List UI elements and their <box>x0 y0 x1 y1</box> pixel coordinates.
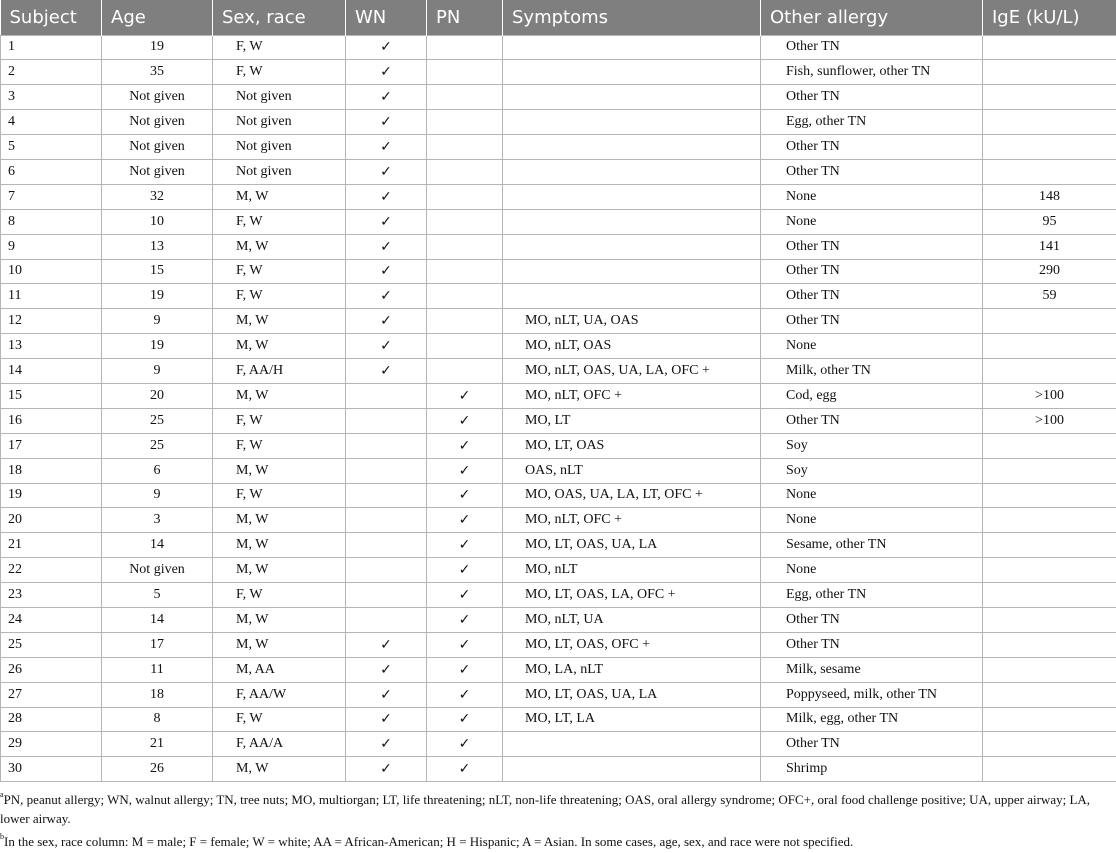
footnote-b-text: In the sex, race column: M = male; F = female; W = white; AA = African-American; H = Hispanic; A = Asian. In some cases, age, sex, and race were not specified. <box>4 834 854 849</box>
cell-symptoms <box>503 284 761 309</box>
cell-wn-check: ✓ <box>346 85 427 110</box>
cell-symptoms <box>503 732 761 757</box>
cell-sex-race: F, W <box>213 433 346 458</box>
cell-sex-race: F, W <box>213 209 346 234</box>
cell-other-allergy: None <box>761 508 983 533</box>
cell-ige <box>983 85 1116 110</box>
cell-pn-check <box>427 209 503 234</box>
cell-symptoms: MO, LT <box>503 408 761 433</box>
cell-age: 25 <box>102 408 213 433</box>
cell-symptoms <box>503 259 761 284</box>
cell-sex-race: F, W <box>213 408 346 433</box>
cell-symptoms: MO, nLT, UA, OAS <box>503 309 761 334</box>
cell-age: Not given <box>102 110 213 135</box>
table-row <box>1 383 1116 408</box>
cell-ige <box>983 35 1116 60</box>
cell-age: 6 <box>102 458 213 483</box>
cell-subject: 26 <box>1 657 102 682</box>
table-row <box>1 632 1116 657</box>
cell-age: 32 <box>102 184 213 209</box>
cell-symptoms: MO, nLT <box>503 558 761 583</box>
cell-subject: 15 <box>1 383 102 408</box>
cell-wn-check <box>346 558 427 583</box>
cell-subject: 24 <box>1 607 102 632</box>
table-row <box>1 558 1116 583</box>
cell-symptoms: MO, nLT, OAS <box>503 334 761 359</box>
cell-other-allergy: Other TN <box>761 284 983 309</box>
cell-pn-check <box>427 334 503 359</box>
cell-pn-check: ✓ <box>427 458 503 483</box>
cell-symptoms <box>503 234 761 259</box>
cell-wn-check: ✓ <box>346 184 427 209</box>
cell-age: 9 <box>102 309 213 334</box>
cell-sex-race: M, W <box>213 757 346 782</box>
cell-symptoms: MO, LT, OAS, LA, OFC + <box>503 583 761 608</box>
cell-wn-check: ✓ <box>346 284 427 309</box>
cell-sex-race: M, W <box>213 533 346 558</box>
cell-symptoms: MO, LT, LA <box>503 707 761 732</box>
table-row <box>1 508 1116 533</box>
cell-other-allergy: Other TN <box>761 85 983 110</box>
cell-other-allergy: Other TN <box>761 159 983 184</box>
cell-ige <box>983 309 1116 334</box>
cell-other-allergy: None <box>761 209 983 234</box>
cell-symptoms <box>503 35 761 60</box>
cell-age: 8 <box>102 707 213 732</box>
cell-sex-race: M, W <box>213 607 346 632</box>
header-subject: Subject <box>1 0 102 35</box>
cell-pn-check: ✓ <box>427 483 503 508</box>
cell-pn-check <box>427 60 503 85</box>
cell-other-allergy: Other TN <box>761 234 983 259</box>
cell-wn-check <box>346 383 427 408</box>
cell-pn-check <box>427 35 503 60</box>
cell-wn-check <box>346 607 427 632</box>
cell-pn-check: ✓ <box>427 732 503 757</box>
cell-pn-check <box>427 184 503 209</box>
header-pn: PN <box>427 0 503 35</box>
cell-pn-check: ✓ <box>427 558 503 583</box>
cell-wn-check: ✓ <box>346 35 427 60</box>
cell-ige <box>983 682 1116 707</box>
cell-symptoms <box>503 184 761 209</box>
cell-pn-check: ✓ <box>427 408 503 433</box>
cell-subject: 29 <box>1 732 102 757</box>
cell-wn-check <box>346 533 427 558</box>
cell-sex-race: F, W <box>213 35 346 60</box>
cell-symptoms: MO, nLT, UA <box>503 607 761 632</box>
cell-subject: 4 <box>1 110 102 135</box>
cell-other-allergy: None <box>761 334 983 359</box>
cell-sex-race: M, W <box>213 383 346 408</box>
cell-age: 35 <box>102 60 213 85</box>
table-row <box>1 234 1116 259</box>
cell-other-allergy: Other TN <box>761 408 983 433</box>
cell-wn-check: ✓ <box>346 757 427 782</box>
cell-ige <box>983 732 1116 757</box>
cell-other-allergy: Egg, other TN <box>761 583 983 608</box>
table-row <box>1 707 1116 732</box>
cell-wn-check <box>346 433 427 458</box>
cell-age: Not given <box>102 85 213 110</box>
footnote-b-mark: b <box>0 832 4 841</box>
cell-other-allergy: Other TN <box>761 632 983 657</box>
table-row <box>1 309 1116 334</box>
cell-subject: 27 <box>1 682 102 707</box>
cell-ige <box>983 508 1116 533</box>
cell-subject: 6 <box>1 159 102 184</box>
cell-ige <box>983 757 1116 782</box>
cell-wn-check: ✓ <box>346 732 427 757</box>
cell-age: 20 <box>102 383 213 408</box>
cell-subject: 9 <box>1 234 102 259</box>
table-row <box>1 159 1116 184</box>
cell-other-allergy: Shrimp <box>761 757 983 782</box>
cell-ige <box>983 110 1116 135</box>
cell-ige <box>983 558 1116 583</box>
cell-wn-check: ✓ <box>346 259 427 284</box>
cell-sex-race: F, W <box>213 284 346 309</box>
cell-ige: 59 <box>983 284 1116 309</box>
cell-subject: 16 <box>1 408 102 433</box>
table-row <box>1 110 1116 135</box>
cell-subject: 30 <box>1 757 102 782</box>
cell-age: 9 <box>102 483 213 508</box>
cell-age: 21 <box>102 732 213 757</box>
footnote-a <box>0 790 1116 828</box>
table-row <box>1 284 1116 309</box>
cell-age: 3 <box>102 508 213 533</box>
cell-age: 10 <box>102 209 213 234</box>
cell-subject: 13 <box>1 334 102 359</box>
cell-other-allergy: Other TN <box>761 309 983 334</box>
cell-ige: 141 <box>983 234 1116 259</box>
cell-pn-check <box>427 110 503 135</box>
cell-symptoms: MO, nLT, OFC + <box>503 383 761 408</box>
cell-pn-check: ✓ <box>427 657 503 682</box>
cell-subject: 12 <box>1 309 102 334</box>
cell-sex-race: Not given <box>213 110 346 135</box>
cell-pn-check <box>427 85 503 110</box>
cell-ige <box>983 334 1116 359</box>
cell-sex-race: F, W <box>213 483 346 508</box>
cell-sex-race: F, AA/H <box>213 359 346 384</box>
footnote-a-mark: a <box>0 790 4 799</box>
cell-ige <box>983 707 1116 732</box>
cell-subject: 18 <box>1 458 102 483</box>
cell-pn-check: ✓ <box>427 707 503 732</box>
table-row <box>1 433 1116 458</box>
cell-other-allergy: Other TN <box>761 607 983 632</box>
cell-ige: >100 <box>983 383 1116 408</box>
table-row <box>1 483 1116 508</box>
cell-wn-check <box>346 483 427 508</box>
footnote-a-text: PN, peanut allergy; WN, walnut allergy; TN, tree nuts; MO, multiorgan; LT, life threatening; nLT, non-life threatening; OAS, oral allergy syndrome; OFC+, oral food challenge positive; UA, upper airway; LA, lower airway. <box>0 792 1091 826</box>
cell-other-allergy: Sesame, other TN <box>761 533 983 558</box>
table-row <box>1 135 1116 160</box>
cell-pn-check <box>427 135 503 160</box>
cell-wn-check: ✓ <box>346 234 427 259</box>
cell-other-allergy: None <box>761 483 983 508</box>
table-row <box>1 259 1116 284</box>
cell-ige: 290 <box>983 259 1116 284</box>
cell-other-allergy: Other TN <box>761 732 983 757</box>
cell-sex-race: F, W <box>213 707 346 732</box>
cell-other-allergy: None <box>761 184 983 209</box>
cell-subject: 23 <box>1 583 102 608</box>
cell-pn-check: ✓ <box>427 632 503 657</box>
cell-symptoms <box>503 110 761 135</box>
table-row <box>1 607 1116 632</box>
cell-other-allergy: Fish, sunflower, other TN <box>761 60 983 85</box>
table-row <box>1 359 1116 384</box>
cell-symptoms: OAS, nLT <box>503 458 761 483</box>
table-header <box>1 0 1116 35</box>
cell-pn-check <box>427 159 503 184</box>
table-footnotes <box>0 790 1116 851</box>
cell-symptoms: MO, OAS, UA, LA, LT, OFC + <box>503 483 761 508</box>
cell-age: 19 <box>102 284 213 309</box>
cell-sex-race: M, W <box>213 309 346 334</box>
cell-pn-check: ✓ <box>427 508 503 533</box>
cell-ige: >100 <box>983 408 1116 433</box>
table-row <box>1 458 1116 483</box>
cell-pn-check <box>427 309 503 334</box>
cell-subject: 3 <box>1 85 102 110</box>
cell-sex-race: F, W <box>213 583 346 608</box>
cell-wn-check: ✓ <box>346 60 427 85</box>
header-other-allergy: Other allergy <box>761 0 983 35</box>
cell-sex-race: F, AA/A <box>213 732 346 757</box>
cell-symptoms <box>503 135 761 160</box>
cell-wn-check <box>346 508 427 533</box>
table-row <box>1 209 1116 234</box>
cell-sex-race: M, W <box>213 234 346 259</box>
cell-ige <box>983 483 1116 508</box>
cell-ige <box>983 657 1116 682</box>
cell-subject: 8 <box>1 209 102 234</box>
cell-ige <box>983 458 1116 483</box>
cell-other-allergy: Egg, other TN <box>761 110 983 135</box>
cell-ige <box>983 135 1116 160</box>
cell-wn-check: ✓ <box>346 110 427 135</box>
cell-age: 19 <box>102 35 213 60</box>
cell-wn-check: ✓ <box>346 359 427 384</box>
cell-pn-check <box>427 359 503 384</box>
cell-age: 25 <box>102 433 213 458</box>
header-ige: IgE (kU/L) <box>983 0 1116 35</box>
cell-ige <box>983 632 1116 657</box>
cell-age: 14 <box>102 607 213 632</box>
cell-age: 17 <box>102 632 213 657</box>
cell-pn-check <box>427 284 503 309</box>
table-row <box>1 533 1116 558</box>
cell-other-allergy: Milk, other TN <box>761 359 983 384</box>
cell-subject: 28 <box>1 707 102 732</box>
cell-wn-check: ✓ <box>346 657 427 682</box>
cell-subject: 11 <box>1 284 102 309</box>
table-body <box>1 35 1116 782</box>
cell-wn-check <box>346 583 427 608</box>
cell-symptoms: MO, nLT, OAS, UA, LA, OFC + <box>503 359 761 384</box>
cell-pn-check: ✓ <box>427 757 503 782</box>
header-wn: WN <box>346 0 427 35</box>
cell-ige <box>983 359 1116 384</box>
cell-symptoms <box>503 757 761 782</box>
cell-age: 15 <box>102 259 213 284</box>
cell-subject: 2 <box>1 60 102 85</box>
table-row <box>1 35 1116 60</box>
cell-wn-check: ✓ <box>346 707 427 732</box>
cell-subject: 1 <box>1 35 102 60</box>
table-row <box>1 85 1116 110</box>
cell-subject: 25 <box>1 632 102 657</box>
cell-ige <box>983 60 1116 85</box>
cell-other-allergy: Milk, sesame <box>761 657 983 682</box>
cell-age: 18 <box>102 682 213 707</box>
header-symptoms: Symptoms <box>503 0 761 35</box>
cell-symptoms: MO, nLT, OFC + <box>503 508 761 533</box>
cell-subject: 17 <box>1 433 102 458</box>
cell-age: Not given <box>102 159 213 184</box>
cell-symptoms <box>503 159 761 184</box>
cell-symptoms <box>503 60 761 85</box>
cell-symptoms: MO, LT, OAS, OFC + <box>503 632 761 657</box>
cell-symptoms: MO, LT, OAS, UA, LA <box>503 682 761 707</box>
cell-other-allergy: Soy <box>761 458 983 483</box>
cell-sex-race: M, AA <box>213 657 346 682</box>
table-row <box>1 408 1116 433</box>
cell-wn-check <box>346 458 427 483</box>
cell-pn-check: ✓ <box>427 383 503 408</box>
header-sex-race: Sex, race <box>213 0 346 35</box>
header-age: Age <box>102 0 213 35</box>
cell-age: 19 <box>102 334 213 359</box>
cell-subject: 7 <box>1 184 102 209</box>
cell-age: Not given <box>102 135 213 160</box>
cell-subject: 19 <box>1 483 102 508</box>
cell-wn-check: ✓ <box>346 159 427 184</box>
cell-wn-check: ✓ <box>346 682 427 707</box>
table-row <box>1 60 1116 85</box>
cell-sex-race: M, W <box>213 184 346 209</box>
cell-sex-race: Not given <box>213 85 346 110</box>
cell-wn-check: ✓ <box>346 209 427 234</box>
cell-age: 26 <box>102 757 213 782</box>
cell-age: Not given <box>102 558 213 583</box>
cell-other-allergy: Poppyseed, milk, other TN <box>761 682 983 707</box>
cell-pn-check: ✓ <box>427 533 503 558</box>
table-row <box>1 732 1116 757</box>
cell-subject: 14 <box>1 359 102 384</box>
cell-other-allergy: Other TN <box>761 35 983 60</box>
cell-ige <box>983 583 1116 608</box>
cell-symptoms: MO, LT, OAS <box>503 433 761 458</box>
cell-ige <box>983 533 1116 558</box>
cell-subject: 21 <box>1 533 102 558</box>
cell-pn-check <box>427 234 503 259</box>
cell-other-allergy: None <box>761 558 983 583</box>
table-row <box>1 682 1116 707</box>
table-row <box>1 583 1116 608</box>
cell-sex-race: F, W <box>213 259 346 284</box>
cell-other-allergy: Milk, egg, other TN <box>761 707 983 732</box>
cell-subject: 5 <box>1 135 102 160</box>
cell-symptoms: MO, LA, nLT <box>503 657 761 682</box>
cell-age: 9 <box>102 359 213 384</box>
cell-sex-race: Not given <box>213 135 346 160</box>
cell-sex-race: F, W <box>213 60 346 85</box>
table-row <box>1 657 1116 682</box>
table-row <box>1 184 1116 209</box>
cell-subject: 20 <box>1 508 102 533</box>
cell-ige <box>983 433 1116 458</box>
cell-other-allergy: Soy <box>761 433 983 458</box>
cell-other-allergy: Other TN <box>761 259 983 284</box>
cell-sex-race: M, W <box>213 558 346 583</box>
cell-wn-check: ✓ <box>346 135 427 160</box>
table-row <box>1 334 1116 359</box>
cell-sex-race: Not given <box>213 159 346 184</box>
cell-wn-check: ✓ <box>346 309 427 334</box>
cell-other-allergy: Other TN <box>761 135 983 160</box>
cell-sex-race: M, W <box>213 632 346 657</box>
cell-ige: 148 <box>983 184 1116 209</box>
cell-wn-check <box>346 408 427 433</box>
cell-symptoms: MO, LT, OAS, UA, LA <box>503 533 761 558</box>
cell-wn-check: ✓ <box>346 334 427 359</box>
cell-age: 11 <box>102 657 213 682</box>
cell-subject: 22 <box>1 558 102 583</box>
cell-sex-race: M, W <box>213 458 346 483</box>
cell-sex-race: M, W <box>213 334 346 359</box>
cell-sex-race: F, AA/W <box>213 682 346 707</box>
table-row <box>1 757 1116 782</box>
cell-ige <box>983 159 1116 184</box>
cell-pn-check: ✓ <box>427 607 503 632</box>
cell-pn-check: ✓ <box>427 583 503 608</box>
cell-symptoms <box>503 209 761 234</box>
cell-pn-check: ✓ <box>427 682 503 707</box>
cell-subject: 10 <box>1 259 102 284</box>
cell-pn-check: ✓ <box>427 433 503 458</box>
cell-age: 14 <box>102 533 213 558</box>
cell-wn-check: ✓ <box>346 632 427 657</box>
footnote-b <box>0 832 1116 851</box>
cell-ige <box>983 607 1116 632</box>
cell-symptoms <box>503 85 761 110</box>
cell-sex-race: M, W <box>213 508 346 533</box>
cell-age: 5 <box>102 583 213 608</box>
cell-age: 13 <box>102 234 213 259</box>
cell-pn-check <box>427 259 503 284</box>
cell-other-allergy: Cod, egg <box>761 383 983 408</box>
cell-ige: 95 <box>983 209 1116 234</box>
